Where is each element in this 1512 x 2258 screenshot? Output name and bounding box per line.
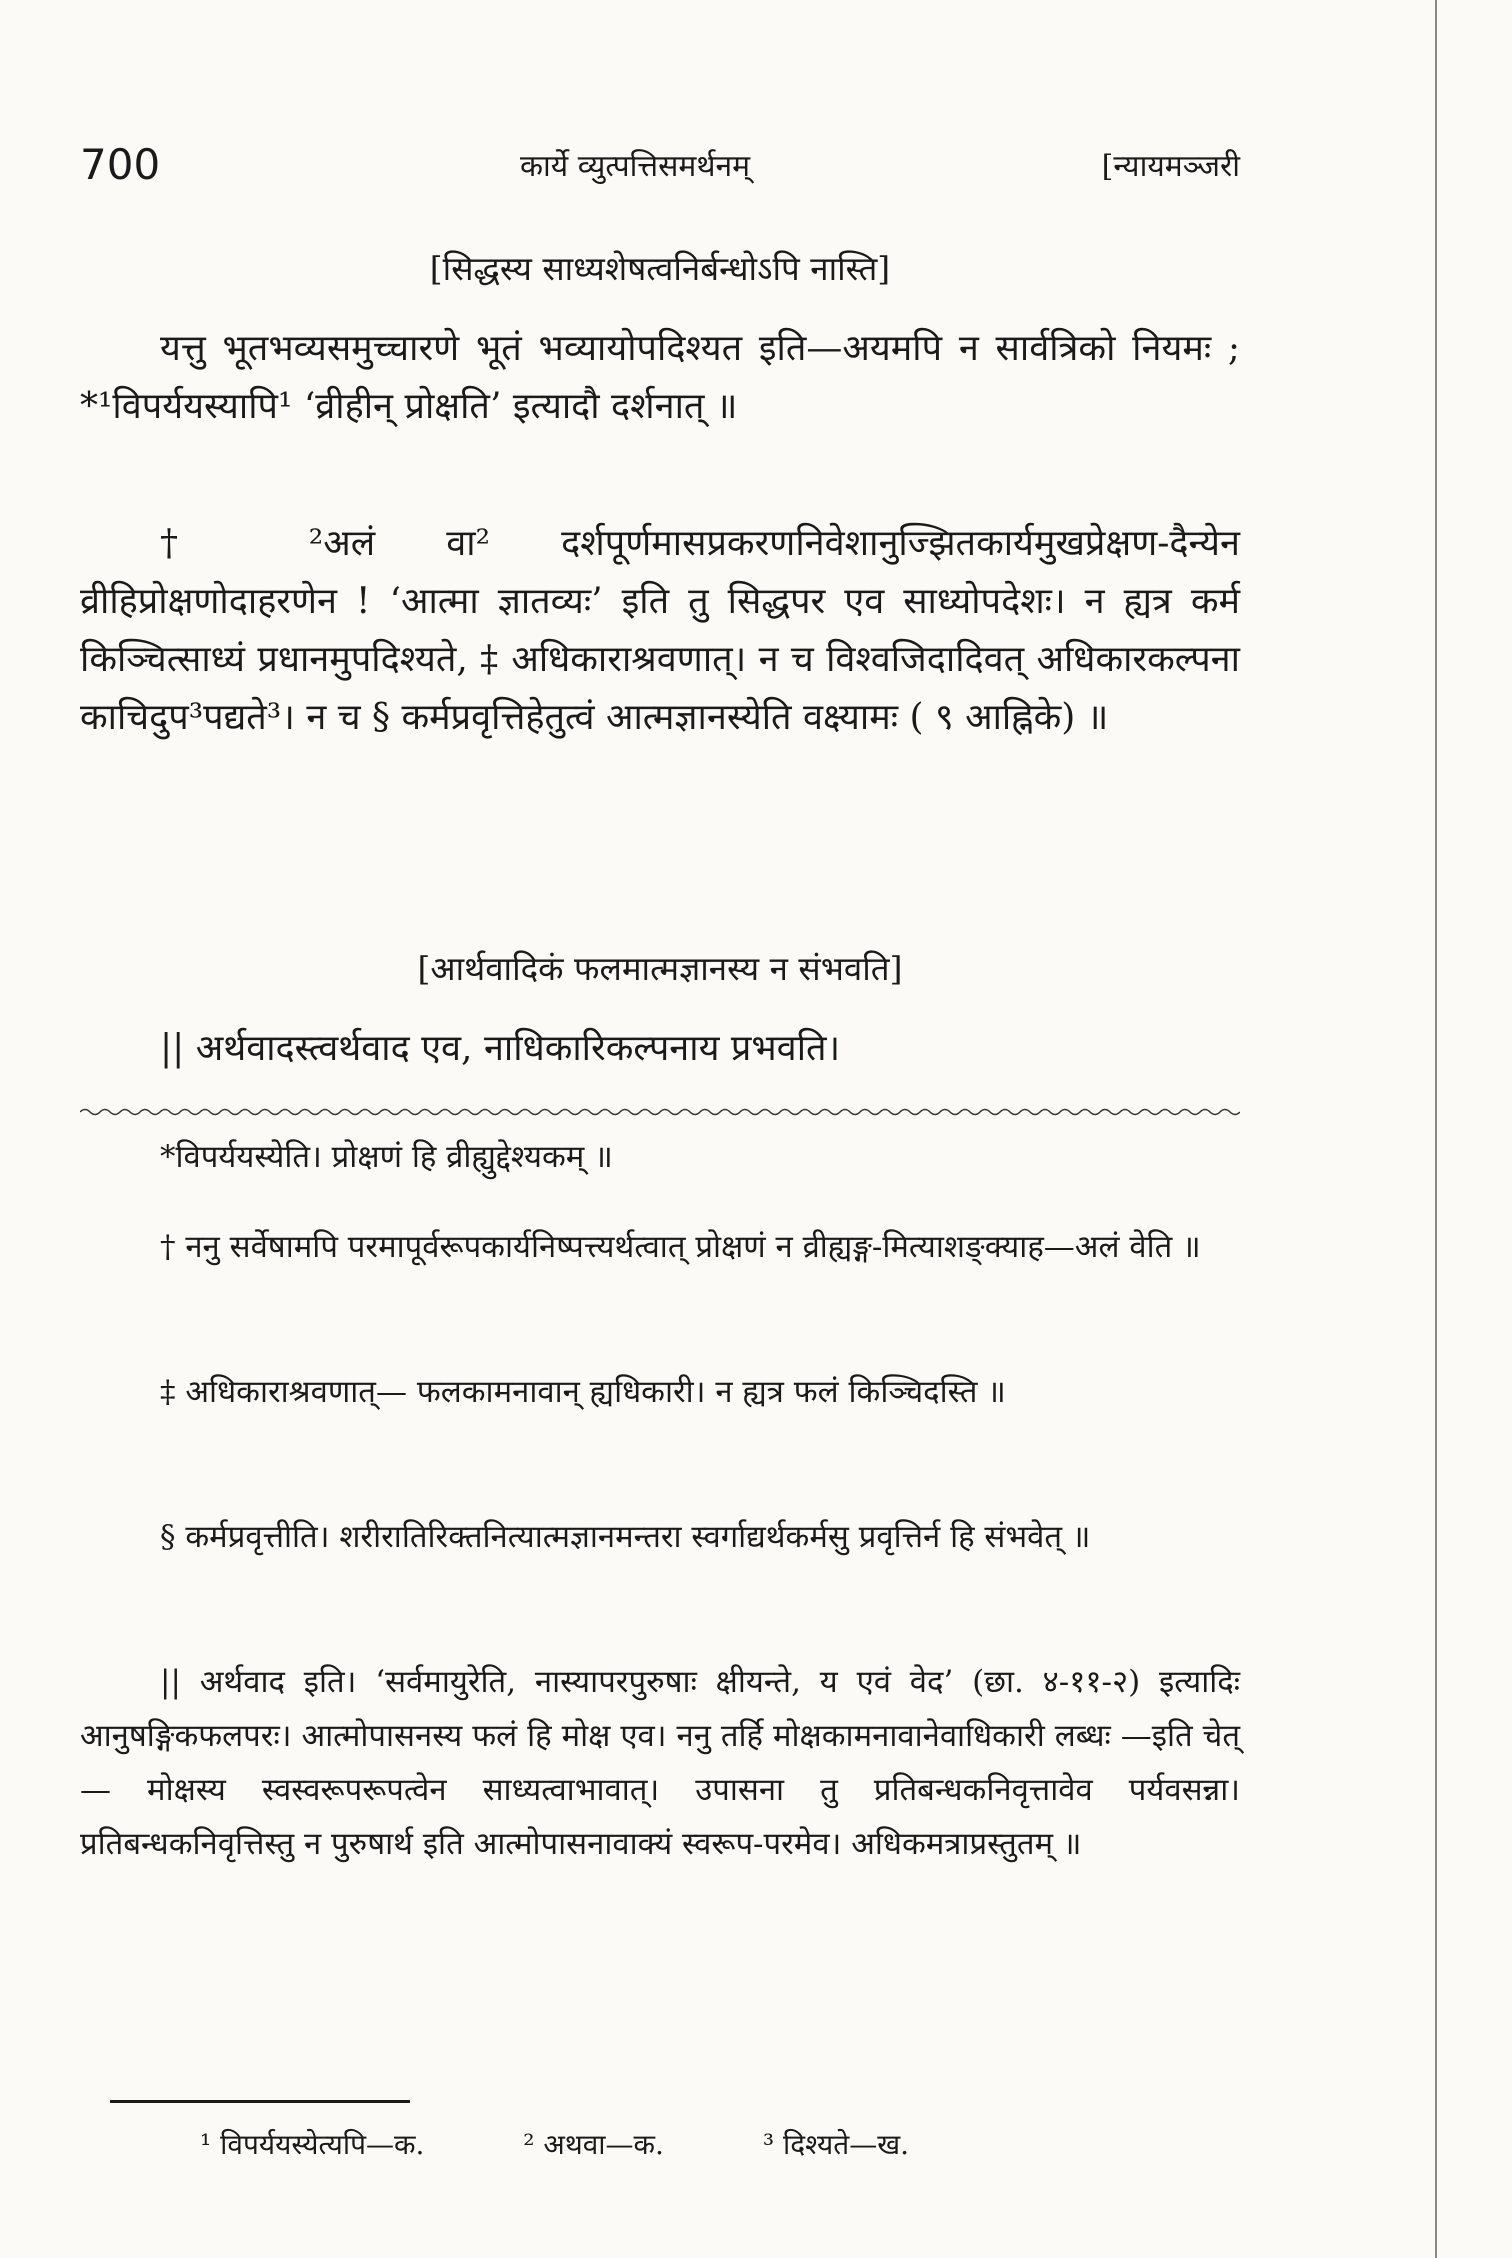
note-2 [80, 1220, 1240, 1274]
paragraph-3-text: || अर्थवादस्त्वर्थवाद एव, नाधिकारिकल्पनाय प्रभवति। [160, 1028, 841, 1069]
note-3 [80, 1365, 1240, 1419]
wavy-separator [80, 1105, 1240, 1119]
footnotes [200, 2125, 1200, 2163]
section-heading-2: [आर्थवादिकं फलमात्मज्ञानस्य न संभवति] [417, 949, 903, 988]
footnote-2: ² अथवा—क. [523, 2128, 664, 2161]
note-2-text: † ननु सर्वेषामपि परमापूर्वरूपकार्यनिष्पत्त्यर्थत्वात् प्रोक्षणं न व्रीह्यङ्ग-मित्याशङ्क्याह—अलं वेति ॥ [160, 1229, 1201, 1265]
footnote-1: ¹ विपर्ययस्येत्यपि—क. [200, 2128, 425, 2161]
section-title: [न्यायमञ्जरी [1101, 149, 1240, 184]
paragraph-1 [80, 320, 1240, 436]
note-3-text: ‡ अधिकाराश्रवणात्— फलकामनावान् ह्यधिकारी। न ह्यत्र फलं किञ्चिदस्ति ॥ [160, 1374, 1006, 1410]
note-5 [80, 1655, 1240, 1871]
paragraph-1-text: यत्तु भूतभव्यसमुच्चारणे भूतं भव्यायोपदिश्यत इति—अयमपि न सार्वत्रिको नियमः ; *¹विपर्ययस्यापि¹ ‘व्रीहीन् प्रोक्षति’ इत्यादौ दर्शनात् ॥ [80, 328, 1240, 427]
footnote-rule [110, 2100, 410, 2103]
note-1-text: *विपर्ययस्येति। प्रोक्षणं हि व्रीह्युद्देश्यकम् ॥ [160, 1139, 613, 1175]
page-number: 700 [80, 140, 161, 189]
footnote-3: ³ दिश्यते—ख. [762, 2128, 909, 2161]
note-4 [80, 1510, 1240, 1564]
note-1 [80, 1130, 1240, 1184]
section-heading-1: [सिद्धस्य साध्यशेषत्वनिर्बन्धोऽपि नास्ति] [429, 249, 891, 288]
page-header [80, 140, 1240, 200]
note-4-text: § कर्मप्रवृत्तीति। शरीरातिरिक्तनित्यात्मज्ञानमन्तरा स्वर्गाद्यर्थकर्मसु प्रवृत्तिर्न हि संभवेत् ॥ [160, 1519, 1091, 1555]
running-title: कार्ये व्युत्पत्तिसमर्थनम् [520, 149, 751, 184]
paragraph-2-text: † ²अलं वा² दर्शपूर्णमासप्रकरणनिवेशानुज्झितकार्यमुखप्रेक्षण-दैन्येन व्रीहिप्रोक्षणोदाहरणेन ! ‘आत्मा ज्ञातव्यः’ इति तु सिद्धपर एव साध्योपदेशः। न ह्यत्र कर्म किञ्चित्साध्यं प्रधानमुपदिश्यते, ‡ अधिकाराश्रवणात्। न च विश्वजिदादिवत् अधिकारकल्पना काचिदुप³पद्यते³। न च § कर्मप्रवृत्तिहेतुत्वं आत्मज्ञानस्येति वक्ष्यामः ( ९ आह्निके) ॥ [80, 523, 1240, 738]
paragraph-3 [80, 1020, 1240, 1078]
note-5-text: || अर्थवाद इति। ‘सर्वमायुरेति, नास्यापरपुरुषाः क्षीयन्ते, य एवं वेद’ (छा. ४-११-२) इत्यादिः आनुषङ्गिकफलपरः। आत्मोपासनस्य फलं हि मोक्ष एव। ननु तर्हि मोक्षकामनावानेवाधिकारी लब्धः —इति चेत्— मोक्षस्य स्वस्वरूपरूपत्वेन साध्यत्वाभावात्। उपासना तु प्रतिबन्धकनिवृत्तावेव पर्यवसन्ना। प्रतिबन्धकनिवृत्तिस्तु न पुरुषार्थ इति आत्मोपासनावाक्यं स्वरूप-परमेव। अधिकमत्राप्रस्तुतम् ॥ [80, 1664, 1240, 1862]
page-edge-line [1435, 0, 1437, 2258]
paragraph-2 [80, 515, 1240, 747]
